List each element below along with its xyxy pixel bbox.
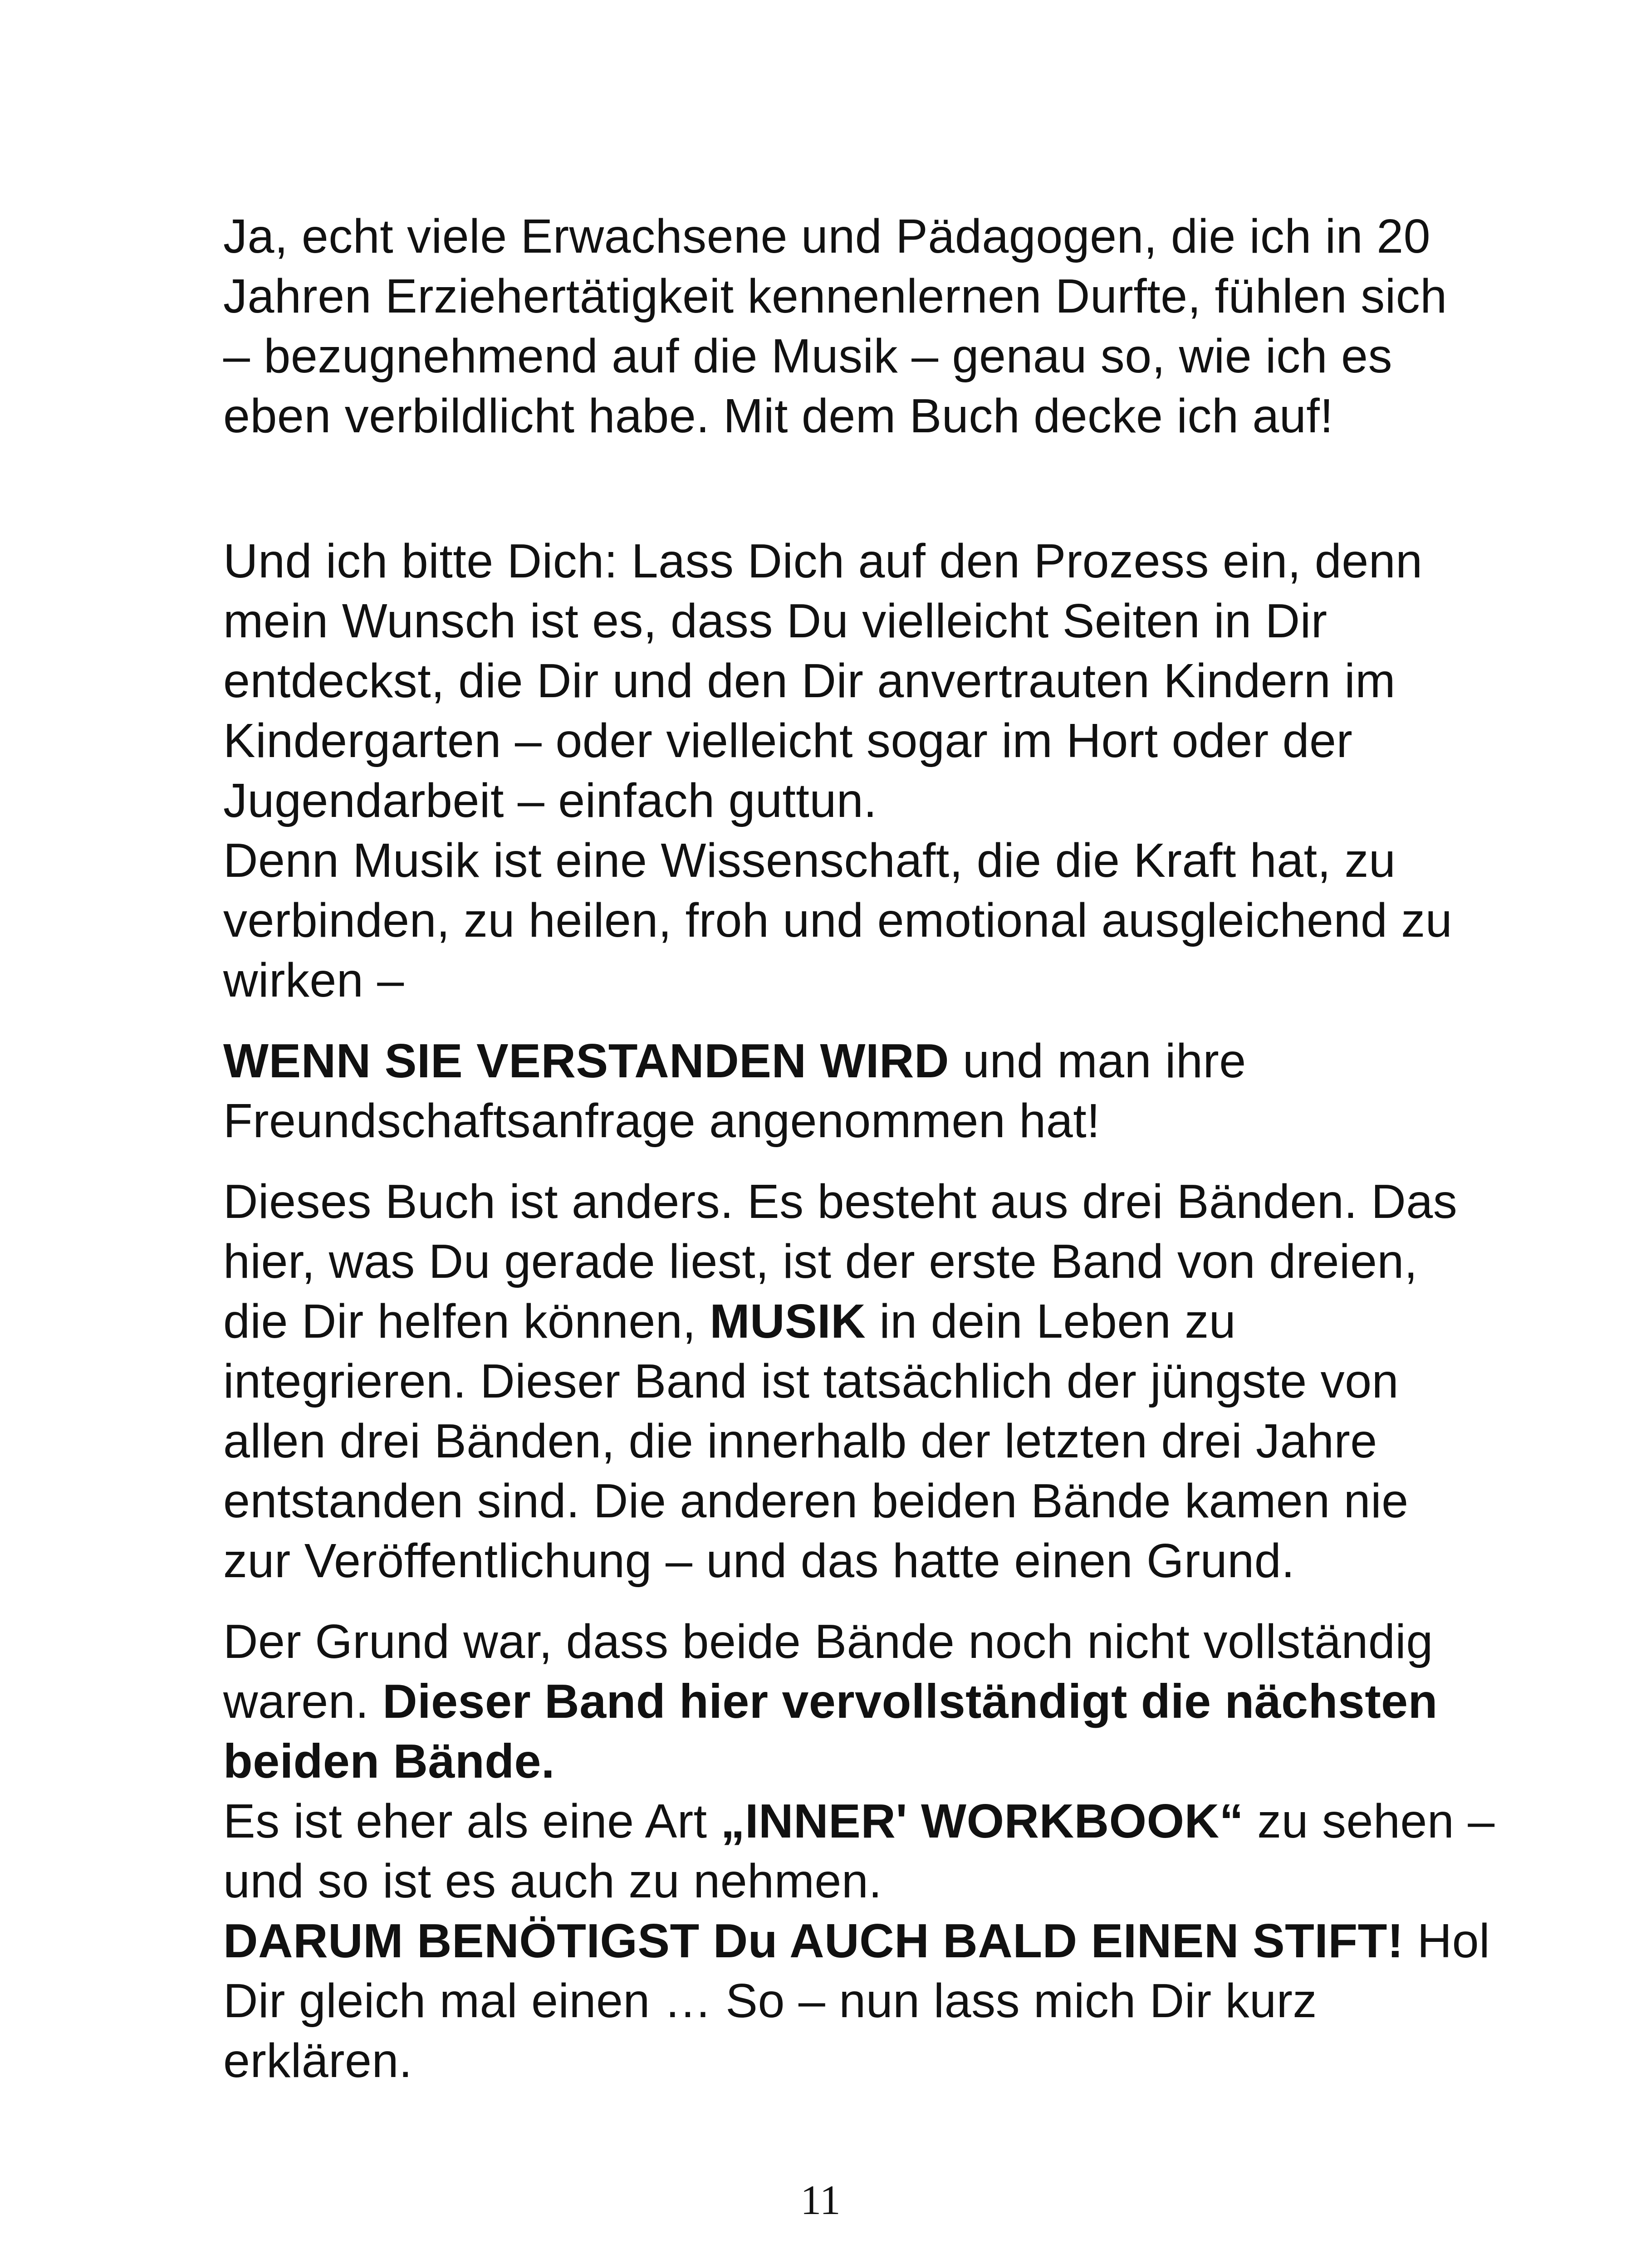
paragraph-workbook	[223, 1791, 1512, 1911]
text-line: eben verbildlicht habe. Mit dem Buch decke ich auf!	[223, 389, 1334, 443]
text-span: Hol	[1403, 1914, 1490, 1968]
text-line: Dieses Buch ist anders. Es besteht aus drei Bänden. Das	[223, 1175, 1458, 1228]
text-line	[223, 1911, 1512, 1971]
bold-phrase: MUSIK	[710, 1295, 866, 1348]
text-span: zu sehen –	[1244, 1794, 1495, 1848]
text-span: und man ihre	[949, 1034, 1246, 1088]
bold-phrase: „INNER' WORKBOOK“	[720, 1794, 1244, 1848]
text-span: die Dir helfen können,	[223, 1295, 710, 1348]
bold-phrase: Dieser Band hier vervollständigt die nächsten	[382, 1675, 1438, 1728]
text-line: Der Grund war, dass beide Bände noch nicht vollständig	[223, 1615, 1433, 1668]
page-number: 11	[800, 2177, 841, 2223]
text-line: allen drei Bänden, die innerhalb der letzten drei Jahre	[223, 1414, 1377, 1468]
text-line: wirken –	[223, 953, 404, 1007]
text-line: erklären.	[223, 2034, 412, 2087]
text-line	[223, 1031, 1512, 1091]
text-line	[223, 1672, 1512, 1731]
text-line: verbinden, zu heilen, froh und emotional ausgleichend zu	[223, 894, 1453, 947]
text-line: zur Veröffentlichung – und das hatte einen Grund.	[223, 1534, 1295, 1588]
text-line: mein Wunsch ist es, dass Du vielleicht Seiten in Dir	[223, 594, 1327, 648]
text-line: Und ich bitte Dich: Lass Dich auf den Prozess ein, denn	[223, 534, 1423, 588]
text-line: Freundschaftsanfrage angenommen hat!	[223, 1094, 1101, 1148]
text-line: Dir gleich mal einen … So – nun lass mich Dir kurz	[223, 1974, 1317, 2028]
text-line: Jahren Erziehertätigkeit kennenlernen Durfte, fühlen sich	[223, 269, 1447, 323]
text-line: entdeckst, die Dir und den Dir anvertrauten Kindern im	[223, 654, 1396, 708]
text-line	[223, 1291, 1512, 1351]
bold-phrase: DARUM BENÖTIGST Du AUCH BALD EINEN STIFT!	[223, 1914, 1404, 1968]
bold-phrase: beiden Bände.	[223, 1735, 555, 1788]
text-line: Ja, echt viele Erwachsene und Pädagogen, die ich in 20	[223, 210, 1431, 263]
text-line: und so ist es auch zu nehmen.	[223, 1854, 882, 1908]
text-line: integrieren. Dieser Band ist tatsächlich der jüngste von	[223, 1354, 1399, 1408]
bold-phrase: WENN SIE VERSTANDEN WIRD	[223, 1034, 950, 1088]
text-line: entstanden sind. Die anderen beiden Bände kamen nie	[223, 1474, 1409, 1528]
text-line	[223, 1791, 1512, 1851]
paragraph-pen	[223, 1911, 1512, 2091]
paragraph-book-volumes	[223, 1172, 1512, 1591]
text-line: – bezugnehmend auf die Musik – genau so, wie ich es	[223, 329, 1393, 383]
text-line: Kindergarten – oder vielleicht sogar im Hort oder der	[223, 714, 1353, 767]
body-text	[223, 206, 1512, 2091]
text-span: Es ist eher als eine Art	[223, 1794, 721, 1848]
paragraph-music-science	[223, 831, 1512, 1010]
paragraph-intro	[223, 206, 1512, 446]
text-line: hier, was Du gerade liest, ist der erste Band von dreien,	[223, 1235, 1418, 1288]
paragraph-reason	[223, 1612, 1512, 1791]
text-line	[223, 1731, 1512, 1791]
paragraph-request	[223, 531, 1512, 831]
text-span: in dein Leben zu	[866, 1295, 1236, 1348]
text-line: Denn Musik ist eine Wissenschaft, die die Kraft hat, zu	[223, 834, 1396, 887]
paragraph-understood	[223, 1031, 1512, 1151]
text-span: waren.	[223, 1675, 383, 1728]
text-line: Jugendarbeit – einfach guttun.	[223, 774, 877, 827]
